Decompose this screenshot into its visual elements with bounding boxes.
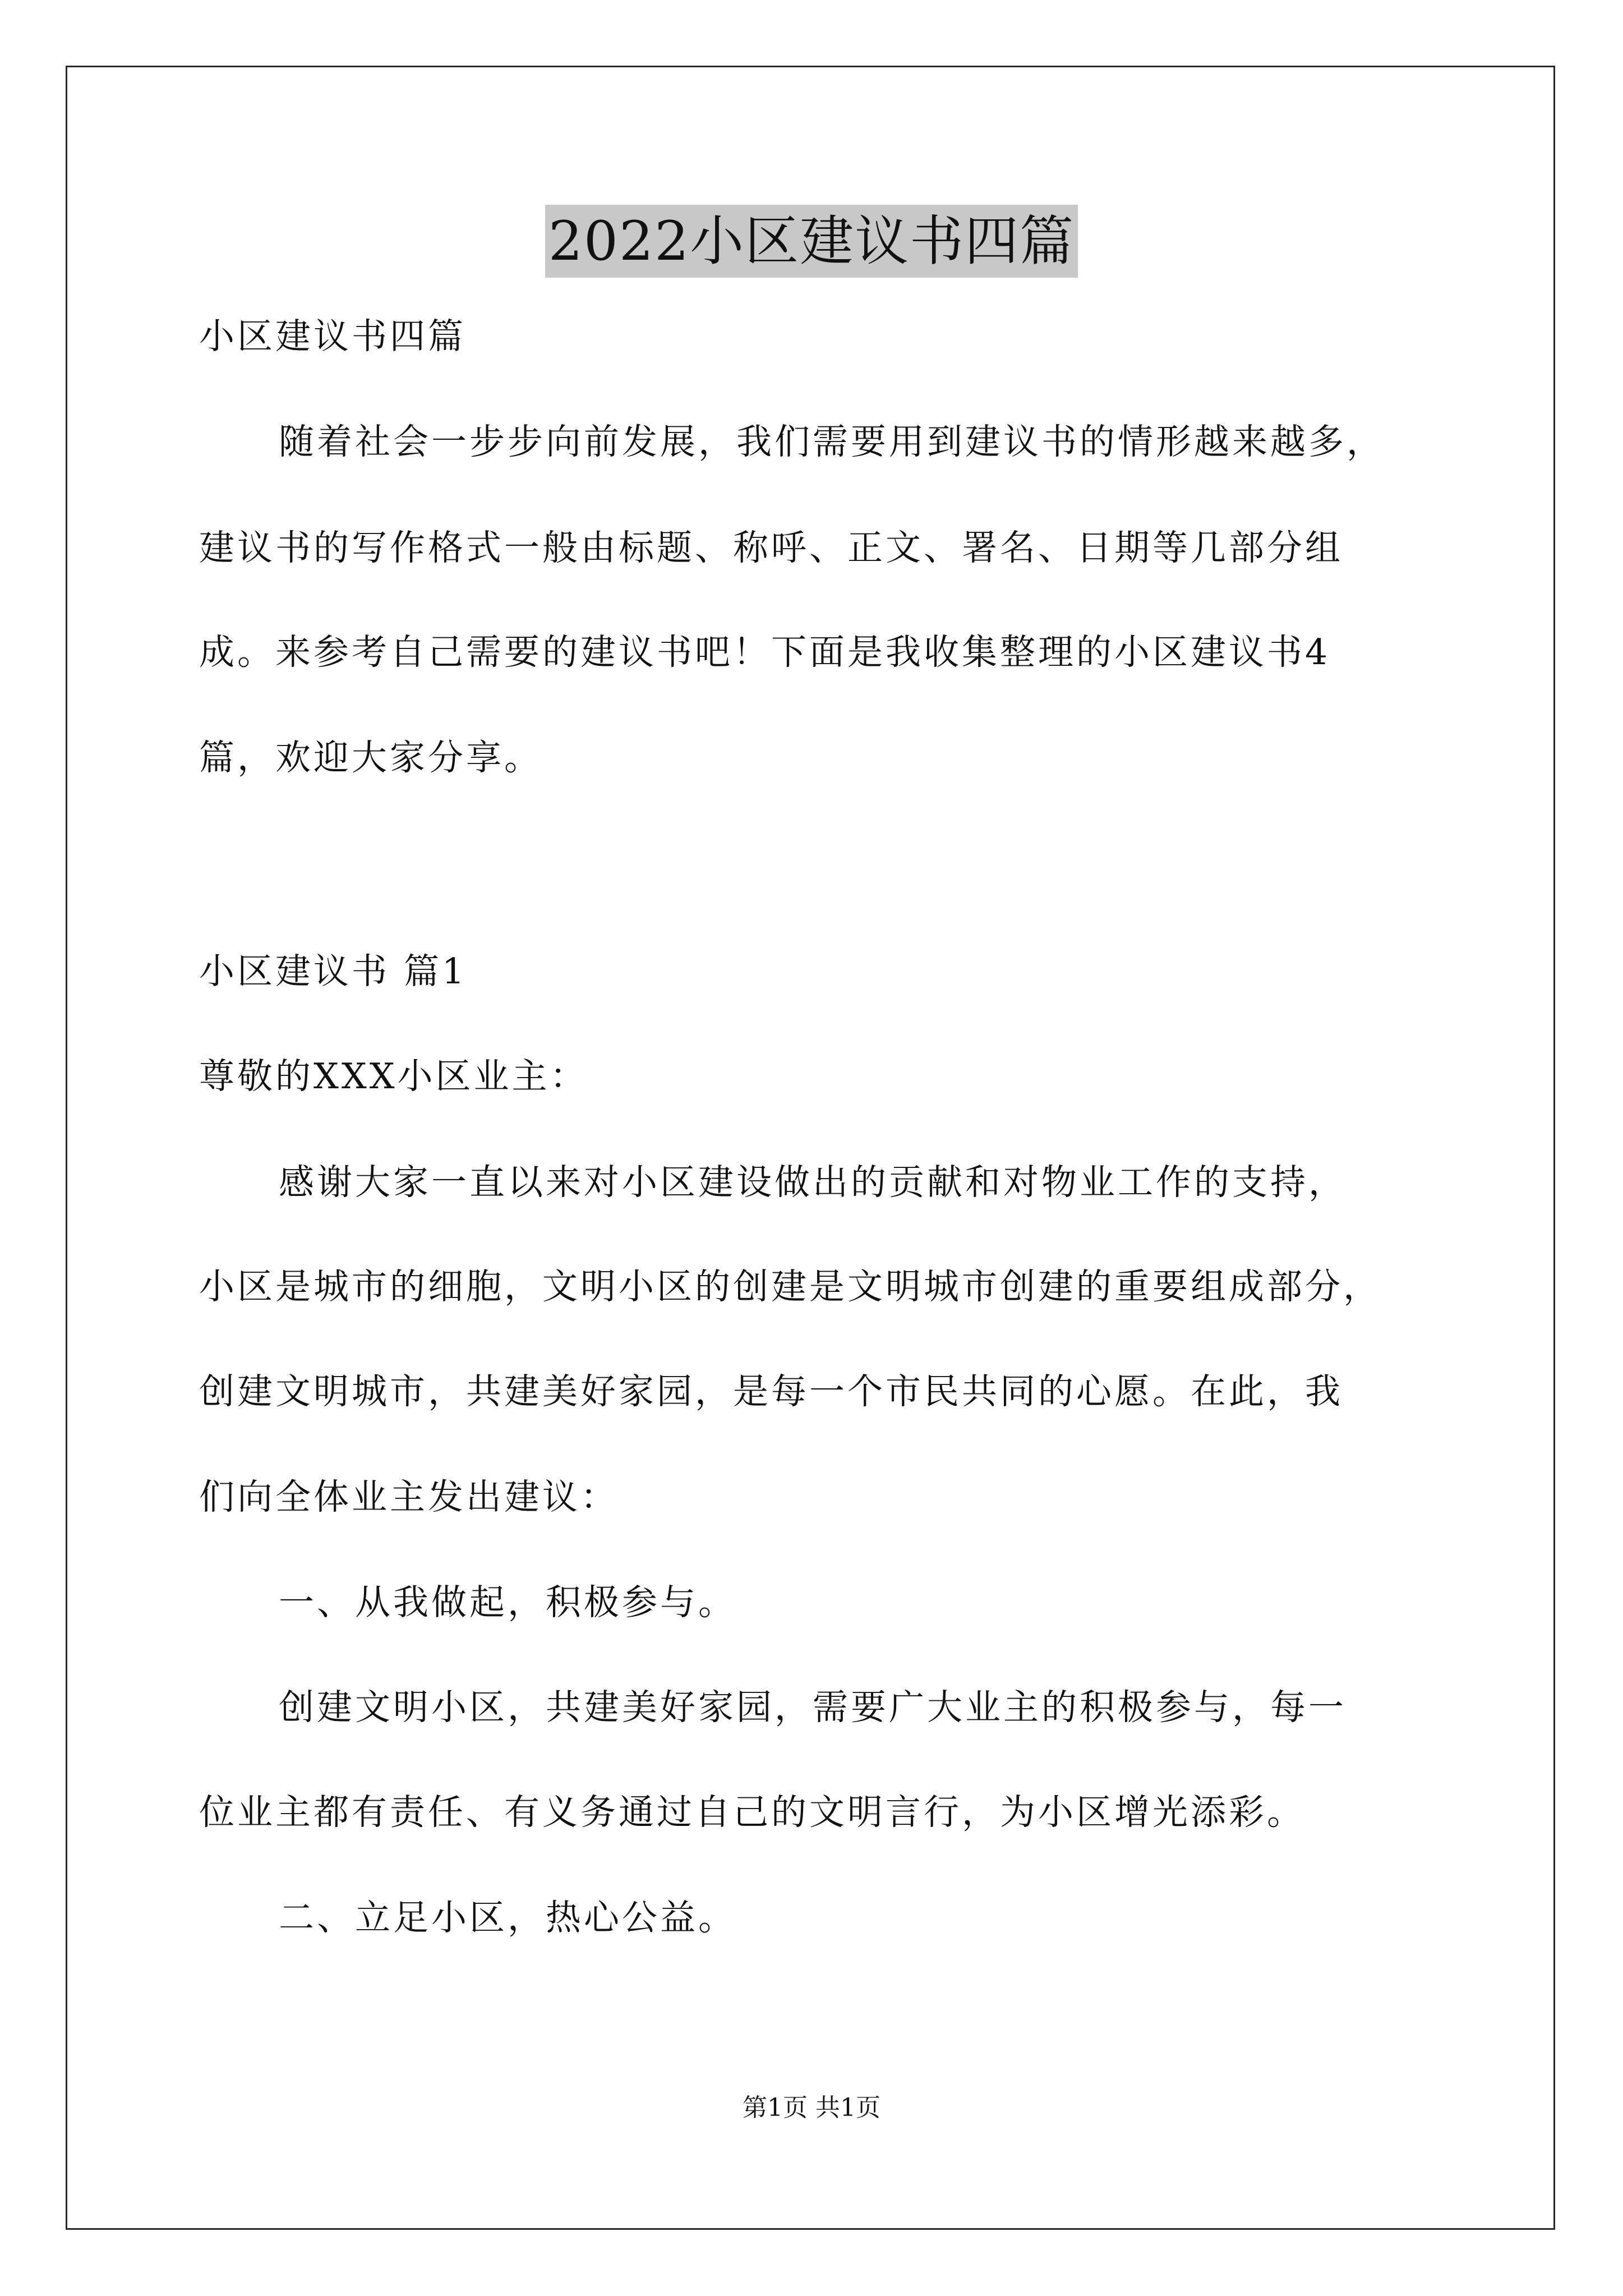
body-line-2: 小区是城市的细胞，文明小区的创建是文明城市创建的重要组成部分， xyxy=(199,1266,1381,1307)
page-footer: 第1页 共1页 xyxy=(743,2093,880,2122)
section-heading: 小区建议书 篇1 xyxy=(199,951,468,992)
salutation: 尊敬的XXX小区业主： xyxy=(199,1056,588,1097)
body-line-8: 二、立足小区，热心公益。 xyxy=(279,1897,736,1938)
body-line-4: 们向全体业主发出建议： xyxy=(199,1476,619,1517)
document-title: 2022小区建议书四篇 xyxy=(545,205,1078,278)
intro-line-1: 随着社会一步步向前发展，我们需要用到建议书的情形越来越多， xyxy=(279,421,1385,462)
intro-line-2: 建议书的写作格式一般由标题、称呼、正文、署名、日期等几部分组 xyxy=(199,527,1343,568)
intro-line-3: 成。来参考自己需要的建议书吧！下面是我收集整理的小区建议书4 xyxy=(199,632,1331,673)
body-line-1: 感谢大家一直以来对小区建设做出的贡献和对物业工作的支持， xyxy=(279,1162,1347,1203)
intro-line-4: 篇，欢迎大家分享。 xyxy=(199,737,542,778)
title-container xyxy=(0,205,1623,278)
body-line-7: 位业主都有责任、有义务通过自己的文明言行，为小区增光添彩。 xyxy=(199,1792,1305,1833)
body-line-5: 一、从我做起，积极参与。 xyxy=(279,1582,736,1623)
document-subtitle: 小区建议书四篇 xyxy=(199,316,466,357)
body-line-6: 创建文明小区，共建美好家园，需要广大业主的积极参与，每一 xyxy=(279,1687,1347,1728)
body-line-3: 创建文明城市，共建美好家园，是每一个市民共同的心愿。在此，我 xyxy=(199,1371,1343,1412)
